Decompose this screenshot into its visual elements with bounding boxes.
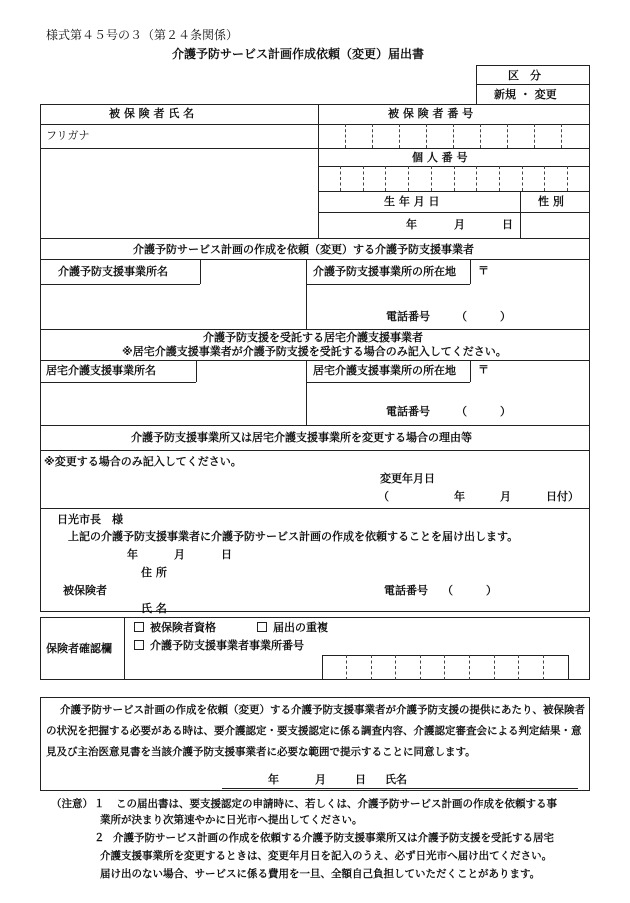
addressee: 日光市長 様 — [57, 513, 123, 526]
postal-mark: 〒 — [478, 264, 489, 277]
personal-number-cells[interactable] — [318, 166, 590, 191]
declaration-month: 月 — [174, 548, 185, 561]
change-reason-note: ※変更する場合のみ記入してください。 — [44, 455, 242, 468]
insured-address-field[interactable] — [190, 563, 580, 581]
checkbox-icon[interactable] — [134, 640, 144, 650]
note-2-line-3: 届け出のない場合、サービスに係る費用を一旦、全額自己負担していただくことがあります。 — [100, 868, 541, 880]
declaration-statement: 上記の介護予防支援事業者に介護予防サービス計画の作成を依頼することを届け出します。 — [68, 530, 519, 543]
label-box-line — [196, 360, 197, 382]
change-date-open-paren: （ — [378, 490, 389, 503]
insured-name-sign-field[interactable] — [190, 599, 580, 611]
home-provider-name-label: 居宅介護支援事業所名 — [46, 364, 156, 377]
row-line — [40, 425, 590, 426]
birthdate-day: 日 — [502, 218, 513, 231]
insured-phone-label: 電話番号 — [384, 584, 428, 597]
declaration-day: 日 — [221, 548, 232, 561]
consent-month: 月 — [315, 773, 326, 786]
cell-line — [318, 191, 590, 192]
preventive-provider-address-field[interactable] — [307, 285, 589, 307]
declaration-year: 年 — [127, 548, 138, 561]
checkbox-icon[interactable] — [134, 622, 144, 632]
home-provider-address-label: 居宅介護支援事業所の所在地 — [313, 364, 456, 377]
preventive-provider-name-field[interactable] — [41, 285, 305, 328]
postal-mark: 〒 — [478, 363, 489, 376]
home-provider-phone-label: 電話番号 — [386, 405, 430, 418]
change-reason-title: 介護予防支援事業所又は居宅介護支援事業所を変更する場合の理由等 — [131, 431, 472, 444]
note-2-line-1: 介護予防サービス計画の作成を依頼する介護予防支援事業所又は介護予防支援を受託する居宅 — [113, 832, 554, 844]
home-provider-note: ※居宅介護支援事業者が介護予防支援を受託する場合のみ記入してください。 — [122, 345, 507, 358]
consent-name-label: 氏名 — [385, 773, 407, 786]
note-1-line-1: この届出書は、要支援認定の申請時に、若しくは、介護予防サービス計画の作成を依頼する事 — [116, 798, 557, 810]
note-1-line-2: 業所が決まり次第速やかに日光市へ提出してください。 — [100, 814, 363, 826]
note-2-line-2: 介護支援事業所を変更するときは、変更年月日を記入のうえ、必ず日光市へ届け出てください。 — [100, 850, 553, 862]
change-date-label: 変更年月日 — [380, 472, 435, 485]
home-provider-phone-field[interactable]: （ ） — [456, 405, 511, 418]
col-divider — [124, 617, 125, 680]
category-label: 区 分 — [508, 69, 541, 82]
insurer-check-item-2[interactable]: 届出の重複 — [257, 622, 328, 633]
preventive-provider-address-label: 介護予防支援事業所の所在地 — [313, 265, 456, 278]
category-value[interactable]: 新規 ・ 変更 — [494, 88, 557, 101]
home-provider-title: 介護予防支援を受託する居宅介護支援事業者 — [203, 331, 423, 344]
change-date-field[interactable] — [374, 489, 588, 505]
notes-label: （注意） — [51, 798, 93, 810]
furigana-label: フリガナ — [46, 129, 90, 142]
insured-label: 被保険者 — [63, 584, 107, 597]
insured-name-label: 被 保 険 者 氏 名 — [109, 107, 195, 120]
cell-line — [318, 148, 590, 149]
preventive-provider-phone-label: 電話番号 — [386, 310, 430, 323]
office-number-cells[interactable] — [322, 655, 568, 680]
change-date-day: 日付） — [546, 490, 579, 503]
label-box-line — [470, 259, 471, 284]
checkbox-icon[interactable] — [257, 622, 267, 632]
row-line — [40, 508, 590, 509]
home-provider-address-field[interactable] — [307, 383, 589, 403]
consent-signature-line[interactable] — [222, 788, 578, 789]
preventive-provider-name-label: 介護予防支援事業所名 — [58, 265, 168, 278]
change-date-month: 月 — [500, 490, 511, 503]
preventive-provider-phone-field[interactable]: （ ） — [456, 310, 511, 323]
personal-number-label: 個 人 番 号 — [412, 151, 468, 164]
consent-day: 日 — [355, 773, 366, 786]
home-provider-name-field[interactable] — [41, 383, 305, 424]
insured-number-label: 被 保 険 者 番 号 — [388, 107, 474, 120]
preventive-provider-title: 介護予防サービス計画の作成を依頼（変更）する介護予防支援事業者 — [133, 243, 474, 256]
birthdate-month: 月 — [454, 218, 465, 231]
label-box-line — [200, 259, 201, 284]
insured-address-label: 住 所 — [141, 566, 167, 579]
birthdate-label: 生 年 月 日 — [384, 195, 440, 208]
row-line — [40, 329, 590, 330]
insurer-check-item-1[interactable]: 被保険者資格 — [134, 622, 216, 633]
insured-name-label-sign: 氏 名 — [141, 602, 167, 615]
insured-phone-field[interactable]: （ ） — [442, 584, 497, 597]
category-divider — [476, 84, 590, 85]
insured-number-cells[interactable] — [318, 124, 590, 148]
change-date-year: 年 — [454, 490, 465, 503]
row-line — [40, 238, 590, 239]
row-line — [40, 259, 590, 260]
change-reason-field[interactable] — [41, 470, 371, 507]
insurer-check-item-3[interactable]: 介護予防支援事業者事業所番号 — [134, 640, 304, 651]
row-line — [40, 360, 590, 361]
consent-text: 介護予防サービス計画の作成を依頼（変更）する介護予防支援事業者が介護予防支援の提供にあたり、被保険者の状況を把握する必要がある時は、要介護認定・要支援認定に係る調査内容、介護認定審査会による判定結果・意見及び主治医意見書を当該介護予防支援事業者に必要な範囲で提示することに同意します。 — [46, 704, 585, 758]
note-2-number: ２ — [94, 832, 105, 844]
birthdate-year: 年 — [406, 218, 417, 231]
consent-year: 年 — [268, 773, 279, 786]
birthdate-field[interactable] — [318, 212, 520, 238]
insured-name-field[interactable] — [41, 149, 317, 237]
note-1-number: １ — [94, 798, 105, 810]
sex-label: 性 別 — [538, 195, 564, 208]
row-line — [40, 450, 590, 451]
form-number: 様式第４５号の３（第２４条関係） — [46, 28, 239, 42]
label-box-line — [470, 360, 471, 382]
sex-field[interactable] — [521, 212, 589, 238]
insurer-check-label: 保険者確認欄 — [46, 642, 112, 655]
form-title: 介護予防サービス計画作成依頼（変更）届出書 — [172, 47, 425, 61]
